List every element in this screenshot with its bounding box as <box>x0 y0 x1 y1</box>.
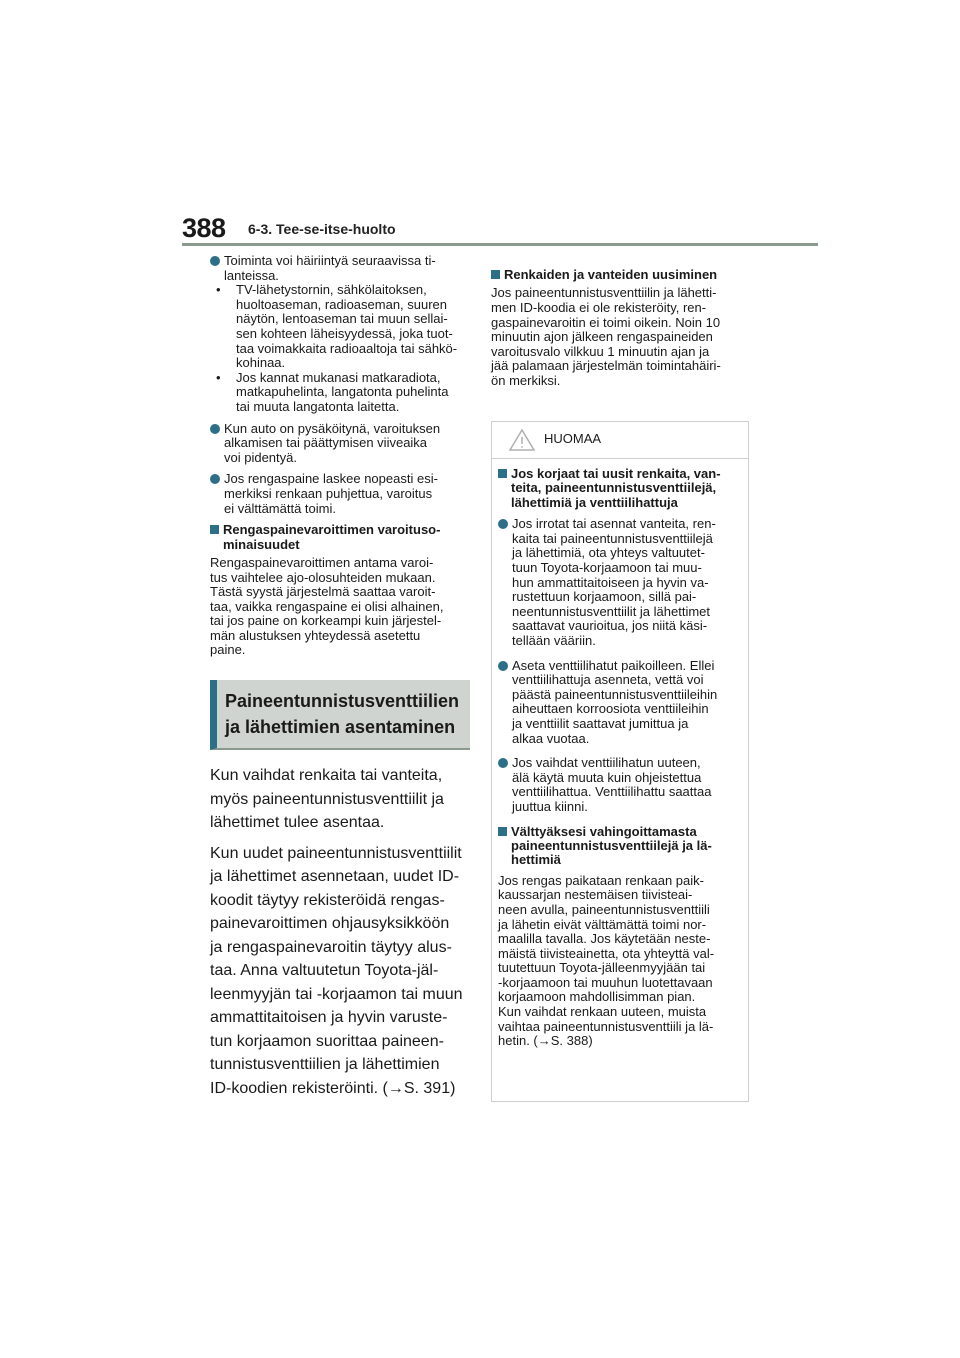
subheading-text: Välttyäksesi vahingoittamasta paineentunnistusventtiilejä ja lä- hettimiä <box>511 823 712 868</box>
left-column <box>210 254 470 1107</box>
square-bullet-icon <box>491 270 500 279</box>
bullet-text: Aseta venttiilihatut paikoilleen. Ellei venttiilihattuja asenneta, vettä voi päästä paineentunnistusventtiileihin aiheuttaen korroosiota venttiileihin ja venttiilit saattavat jumittua ja alkaa vuotaa. <box>512 657 718 746</box>
bullet-text: Jos vaihdat venttiilihatun uuteen, älä käytä muuta kuin ohjeistettua venttiilihattua. Venttiilihattu saattaa juuttua kiinni. <box>512 755 712 814</box>
sub-bullet-marker: • <box>216 282 221 298</box>
notice-subheading <box>498 467 742 510</box>
bullet-text: Jos irrotat tai asennat vanteita, ren- kaita tai paineentunnistusventtiilejä ja lähettimiä, ota yhteys valtuutet- tuun Toyota-korjaamoon tai muu- hun ammattitaitoiseen ja hyvin va- rustettuun korjaamoon, sillä pai- neentunnistusventtiilit ja lähettimet saattavat vaurioitua, jos niitä käsi- tellään vääriin. <box>512 516 716 648</box>
section-title: 6-3. Tee-se-itse-huolto <box>248 221 396 237</box>
bullet-item <box>498 659 742 747</box>
bullet-item <box>498 517 742 648</box>
bullet-text: Toiminta voi häiriintyä seuraavissa ti- lanteissa. <box>224 253 436 283</box>
bullet-dot-icon <box>498 519 508 529</box>
notice-box <box>491 421 749 1102</box>
subheading-text: Renkaiden ja vanteiden uusiminen <box>504 267 718 282</box>
paragraph: Rengaspainevaroittimen antama varoi- tus vaihtelee ajo-olosuhteiden mukaan. Tästä syystä järjestelmä saattaa varoit- taa, vaikka rengaspaine ei olisi alhainen, tai jos paine on korkeampi kuin järjestel- män alustuksen yhteydessä asetettu paine. <box>210 554 444 658</box>
notice-title: HUOMAA <box>544 431 602 446</box>
warning-triangle-icon <box>508 428 536 452</box>
bullet-item <box>210 472 470 516</box>
paragraph: Jos rengas paikataan renkaan paik- kaussarjan nestemäisen tiivisteai- neen avulla, paineentunnistusventtiili ja lähetin eivät välttämättä toimi nor- maalilla tavalla. Jos käytetään neste- mäistä tiivisteainetta, ota yhteyttä val- tuutettuun Toyota-jälleenmyyjään tai -korjaamoon tai muuhun luotettavaan korjaamoon mahdollisimman pian. Kun vaihdat renkaan uuteen, muista vaihtaa paineentunnistusventtiili ja lä- hetin. (→S. 388) <box>498 872 715 1049</box>
sub-item <box>210 283 470 371</box>
bullet-item <box>210 422 470 466</box>
section-heading: Paineentunnistusventtiilien ja lähettimien asentaminen <box>210 680 470 750</box>
bullet-text: Jos rengaspaine laskee nopeasti esi- merkiksi renkaan puhjettua, varoitus ei välttämättä toimi. <box>224 471 438 516</box>
bullet-dot-icon <box>498 661 508 671</box>
square-bullet-icon <box>498 469 507 478</box>
notice-subheading <box>498 825 742 868</box>
subheading <box>491 268 751 282</box>
bullet-item <box>210 254 470 283</box>
subheading-text: Rengaspainevaroittimen varoituso- minaisuudet <box>223 522 441 552</box>
bullet-dot-icon <box>210 256 220 266</box>
sub-item-text: TV-lähetystornin, sähkölaitoksen, huoltoaseman, radioaseman, suuren näytön, lentoaseman tai muun sellai- sen kohteen läheisyydessä, joka tuot- taa voimakkaita radioaaltoja tai sähkö- kohinaa. <box>236 282 458 371</box>
subheading <box>210 523 470 552</box>
body-paragraph: Kun uudet paineentunnistusventtiilit ja lähettimet asennetaan, uudet ID- koodit täytyy rekisteröidä rengas- painevaroittimen ohjausyksikköön ja rengaspainevaroitin täytyy alus- taa. Anna valtuutetun Toyota-jäl- leenmyyjän tai -korjaamon tai muun ammattitaitoisen ja hyvin varuste- tun korjaamon suorittaa paineen- tunnistusventtiilien ja lähettimien ID-koodien rekisteröinti. (→S. 391) <box>210 844 463 1097</box>
bullet-dot-icon <box>498 758 508 768</box>
page-number: 388 <box>182 213 226 243</box>
bullet-dot-icon <box>210 424 220 434</box>
notice-header <box>492 422 748 459</box>
right-column <box>491 268 751 389</box>
sub-item-text: Jos kannat mukanasi matkaradiota, matkapuhelinta, langatonta puhelinta tai muuta langatonta laitetta. <box>236 369 449 414</box>
sub-bullet-marker: • <box>216 369 221 385</box>
sub-item <box>210 371 470 415</box>
bullet-dot-icon <box>210 474 220 484</box>
paragraph: Jos paineentunnistusventtiilin ja lähetti- men ID-koodia ei ole rekisteröity, ren- gaspainevaroitin ei toimi oikein. Noin 10 minuutin ajon jälkeen rengaspaineiden varoitusvalo vilkkuu 1 minuutin ajan ja jää palamaan järjestelmän toimintahäiri- ön merkiksi. <box>491 285 721 388</box>
subheading-text: Jos korjaat tai uusit renkaita, van- teita, paineentunnistusventtiilejä, lähettimiä ja venttiilihattuja <box>511 466 721 510</box>
square-bullet-icon <box>210 525 219 534</box>
bullet-item <box>498 756 742 814</box>
square-bullet-icon <box>498 827 507 836</box>
notice-body <box>492 459 748 1049</box>
body-paragraph: Kun vaihdat renkaita tai vanteita, myös paineentunnistusventtiilit ja lähettimet tulee asentaa. <box>210 767 444 832</box>
header-rule <box>182 243 818 246</box>
bullet-text: Kun auto on pysäköitynä, varoituksen alkamisen tai päättymisen viiveaika voi pidentyä. <box>224 420 441 465</box>
